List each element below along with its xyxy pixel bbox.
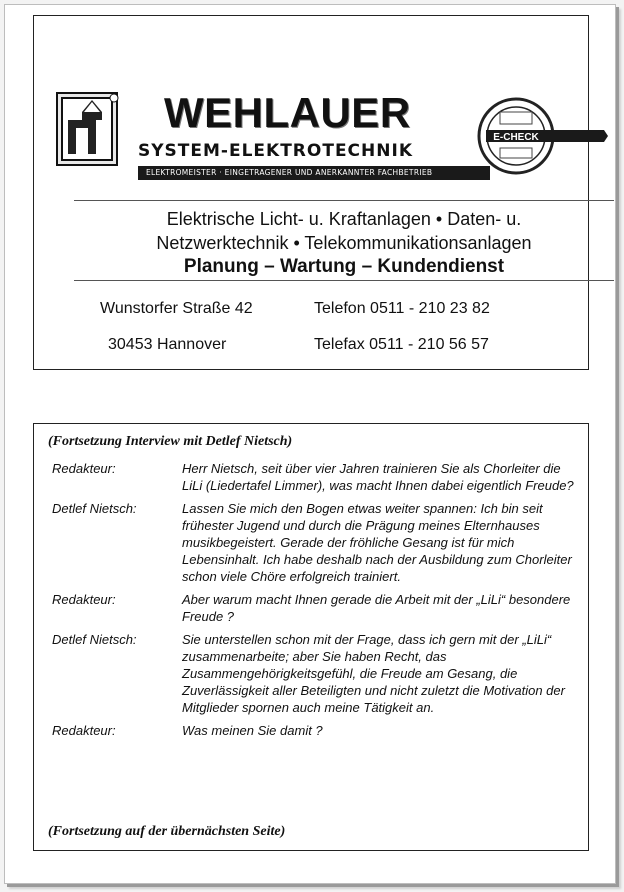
- interview-section: [33, 423, 589, 851]
- brand-subtitle: SYSTEM-ELEKTROTECHNIK: [138, 141, 413, 161]
- seal-label: E-CHECK: [493, 132, 539, 143]
- phone-number: Telefon 0511 - 210 23 82: [314, 300, 490, 317]
- services-line-2: Netzwerktechnik • Telekommunikationsanlagen: [156, 233, 532, 253]
- interview-footer: (Fortsetzung auf der übernächsten Seite): [48, 824, 286, 839]
- company-logo-icon: [56, 92, 120, 168]
- fax-number: Telefax 0511 - 210 56 57: [314, 336, 489, 353]
- statement-text: Sie unterstellen schon mit der Frage, dass ich gern mit der „LiLi“ zusammenarbeite; aber Sie haben Recht, das Zusammengehörigkeitsgefühl, die Freude am Gesang, die Zuverlässigkeit aller Beteiligten und nicht zuletzt die Motivation der Mitglieder spornen auch meine Tätigkeit an.: [182, 632, 565, 715]
- divider-bottom: [74, 280, 614, 281]
- speaker-label: Detlef Nietsch:: [52, 501, 137, 516]
- advertisement: [33, 15, 589, 370]
- page-frame: [4, 4, 616, 884]
- e-check-seal-icon: [476, 96, 614, 176]
- address-street: Wunstorfer Straße 42: [100, 300, 253, 317]
- speaker-label: Redakteur:: [52, 723, 116, 738]
- statement-text: Was meinen Sie damit ?: [182, 723, 323, 738]
- statement-text: Aber warum macht Ihnen gerade die Arbeit mit der „LiLi“ besondere Freude ?: [182, 592, 571, 624]
- statement-text: Herr Nietsch, seit über vier Jahren trainieren Sie als Chorleiter die LiLi (Liedertafel Limmer), was macht Ihnen dabei eigentlich Freude?: [182, 461, 574, 493]
- interview-entry: [52, 500, 582, 585]
- address-city: 30453 Hannover: [108, 336, 227, 353]
- tagline: Planung – Wartung – Kundendienst: [183, 256, 505, 277]
- brand-bar: ELEKTROMEISTER · EINGETRAGENER UND ANERKANNTER FACHBETRIEB: [138, 166, 490, 180]
- speaker-label: Redakteur:: [52, 461, 116, 476]
- interview-entry: [52, 460, 582, 494]
- speaker-label: Detlef Nietsch:: [52, 632, 137, 647]
- divider-top: [74, 200, 614, 201]
- brand-name: WEHLAUER: [164, 89, 411, 136]
- interview-entry: [52, 722, 582, 739]
- interview-entries: [52, 460, 582, 745]
- interview-entry: [52, 591, 582, 625]
- services-line-1: Elektrische Licht- u. Kraftanlagen • Daten- u.: [166, 209, 522, 229]
- statement-text: Lassen Sie mich den Bogen etwas weiter spannen: Ich bin seit frühester Jugend und durch die Prägung meines Elternhauses musikbegeistert. Gerade der fröhliche Gesang ist für mich Lebensinhalt. Ich habe deshalb nach der Ausbildung zum Chorleiter schon viele Chöre erfolgreich trainiert.: [182, 501, 572, 584]
- interview-title: (Fortsetzung Interview mit Detlef Nietsch): [48, 434, 293, 449]
- speaker-label: Redakteur:: [52, 592, 116, 607]
- interview-entry: [52, 631, 582, 716]
